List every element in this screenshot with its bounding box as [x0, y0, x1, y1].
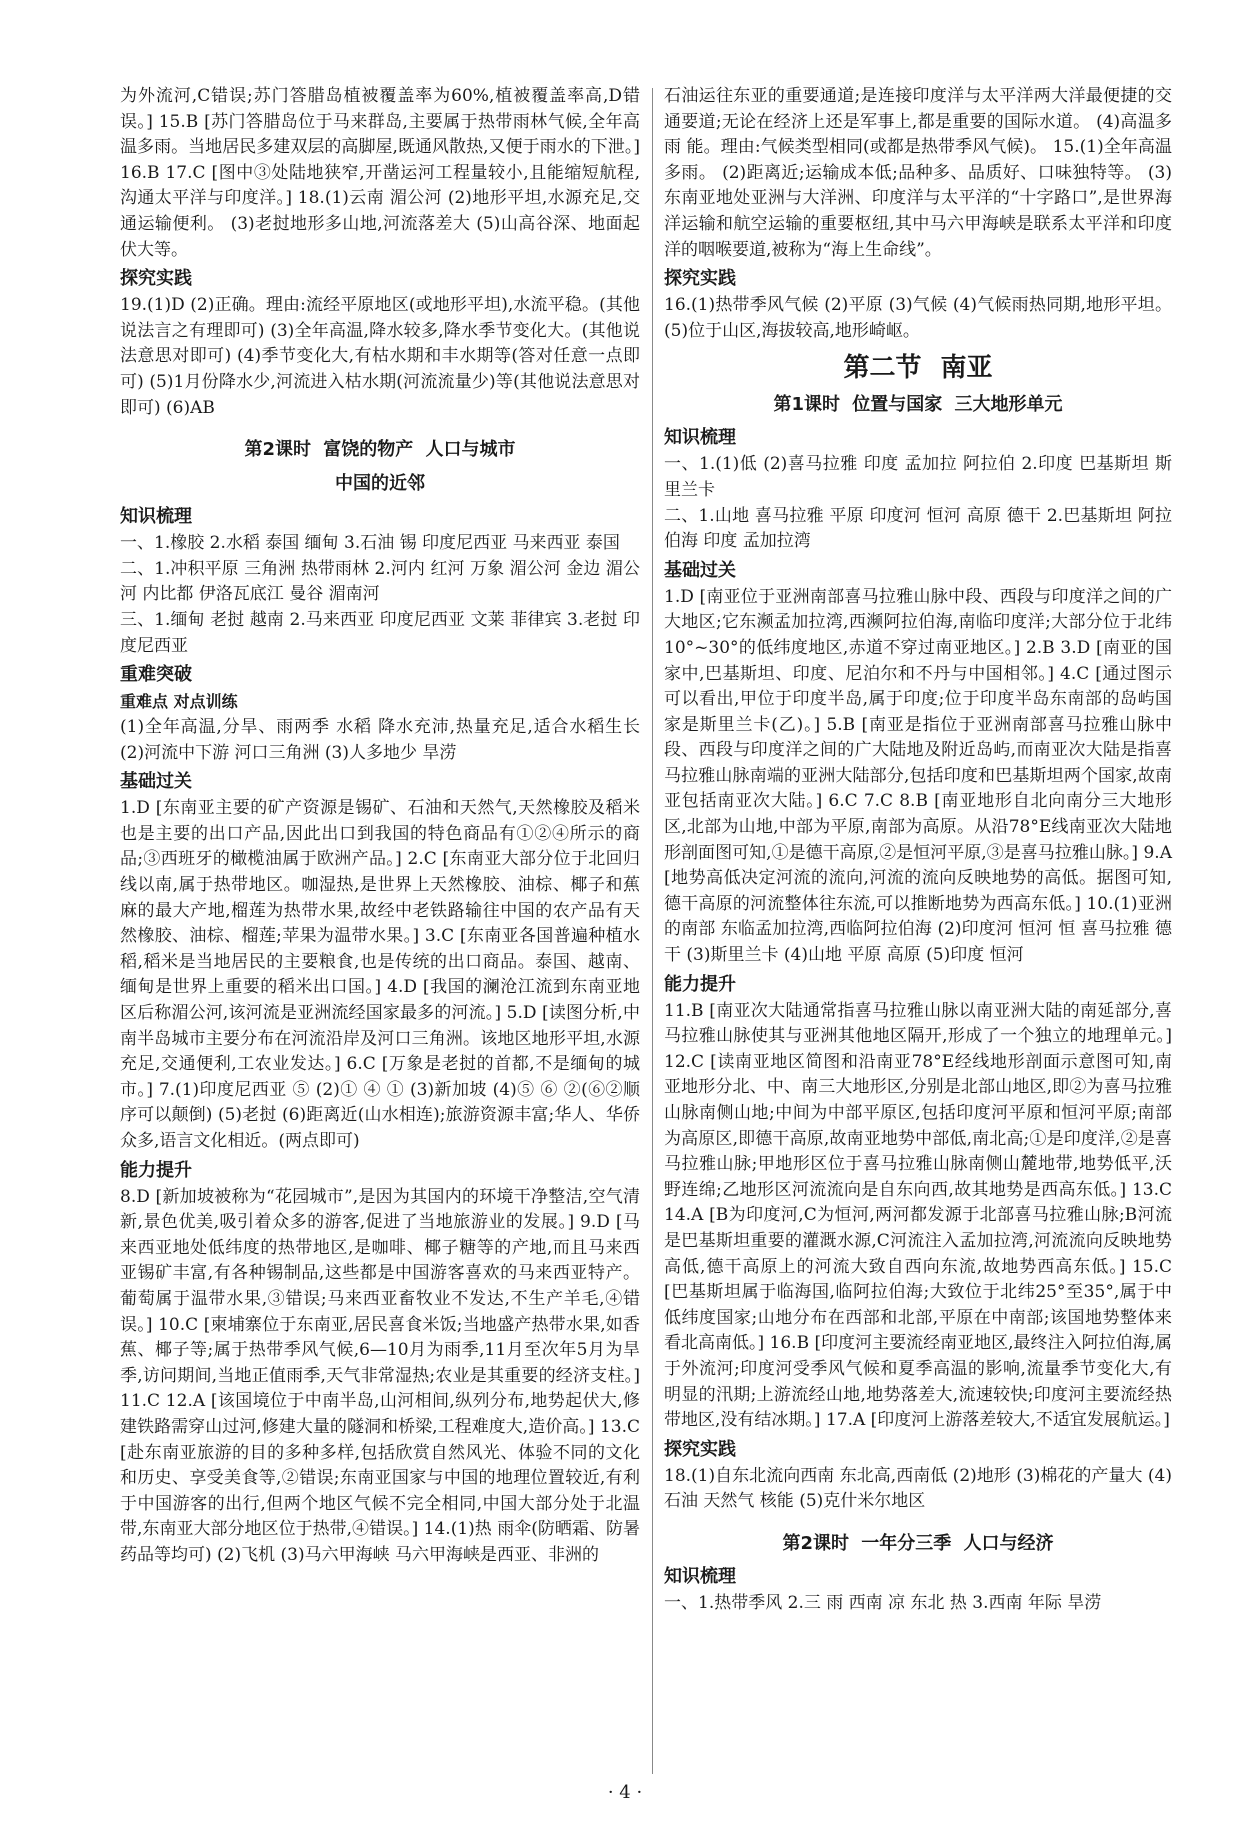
- left-paragraph-1: 为外流河,C错误;苏门答腊岛植被覆盖率为60%,植被覆盖率高,D错误。] 15.B [苏门答腊岛位于马来群岛,主要属于热带雨林气候,全年高温多雨。当地居民多建双层的高脚屋,既通风散热,又便于雨水的下泄。] 16.B 17.C [图中③处陆地狭窄,开凿运河工程量较小,且能缩短航程,沟通太平洋与印度洋。] 18.(1)云南 湄公河 (2)地形平坦,水源充足,交通运输便利。 (3)老挝地形多山地,河流落差大 (5)山高谷深、地面起伏大等。: [120, 86, 640, 260]
- page-number: · 4 ·: [607, 1782, 643, 1803]
- lesson-2-title: 第2课时 富饶的物产 人口与城市: [244, 439, 516, 461]
- left-paragraph-8: 8.D [新加坡被称为“花园城市”,是因为其国内的环境干净整洁,空气清新,景色优美,吸引着众多的游客,促进了当地旅游业的发展。] 9.D [马来西亚地处低纬度的热带地区,是咖啡、椰子糖等的产地,而且马来西亚锡矿丰富,有各种锡制品,这些都是中国游客喜欢的马来西亚特产。葡萄属于温带水果,③错误;马来西亚畜牧业不发达,不生产羊毛,④错误。] 10.C [柬埔寨位于东南亚,居民喜食米饭;当地盛产热带水果,如香蕉、椰子等;属于热带季风气候,6—10月为雨季,11月至次年5月为旱季,访问期间,当地正值雨季,天气非常湿热;农业是其重要的经济支柱。] 11.C 12.A [该国境位于中南半岛,山河相间,纵列分布,地势起伏大,修建铁路需穿山过河,修建大量的隧洞和桥梁,工程难度大,造价高。] 13.C [赴东南亚旅游的目的多种多样,包括欣赏自然风光、体验不同的文化和历史、享受美食等,②错误;东南亚国家与中国的地理位置较近,有利于中国游客的出行,但两个地区气候不完全相同,中国大部分处于北温带,东南亚大部分地区位于热带,④错误。] 14.(1)热 雨伞(防晒霜、防暑药品等均可) (2)飞机 (3)马六甲海峡 马六甲海峡是西亚、非洲的: [120, 1186, 640, 1565]
- left-paragraph-7: 1.D [东南亚主要的矿产资源是锡矿、石油和天然气,天然橡胶及稻米也是主要的出口产品,因此出口到我国的特色商品有①②④所示的商品;③西班牙的橄榄油属于欧洲产品。] 2.C [东南亚大部分位于北回归线以南,属于热带地区。咖湿热,是世界上天然橡胶、油棕、椰子和蕉麻的最大产地,榴莲为热带水果,故经中老铁路输往中国的农产品有天然橡胶、油棕、榴莲;苹果为温带水果。] 3.C [东南亚各国普遍种植水稻,稻米是当地居民的主要粮食,也是传统的出口商品。泰国、越南、缅甸是世界上重要的稻米出口国。] 4.D [我国的澜沧江流到东南亚地区后称湄公河,该河流是亚洲流经国家最多的河流。] 5.D [读图分析,中南半岛城市主要分布在河流沿岸及河口三角洲。该地区地形平坦,水源充足,交通便利,工农业发达。] 6.C [万象是老挝的首都,不是缅甸的城市。] 7.(1)印度尼西亚 ⑤ (2)① ④ ① (3)新加坡 (4)⑤ ⑥ ②(⑥②顺序可以颠倒) (5)老挝 (6)距离近(山水相连);旅游资源丰富;华人、华侨众多,语言文化相近。(两点即可): [120, 798, 640, 1151]
- heading-knowledge-right-2: 知识梳理: [664, 1565, 736, 1587]
- right-paragraph-4: 二、1.山地 喜马拉雅 平原 印度河 恒河 高原 德干 2.巴基斯坦 阿拉伯海 印度 孟加拉湾: [664, 505, 1172, 552]
- right-paragraph-1: 石油运往东亚的重要通道;是连接印度洋与太平洋两大洋最便捷的交通要道;无论在经济上还是军事上,都是重要的国际水道。 (4)高温多雨 能。理由:气候类型相同(或都是热带季风气候)。 15.(1)全年高温多雨。 (2)距离近;运输成本低;品种多、品质好、口味独特等。 (3)东南亚地处亚洲与大洋洲、印度洋与太平洋的“十字路口”,是世界海洋运输和航空运输的重要枢纽,其中马六甲海峡是联系太平洋和印度洋的咽喉要道,被称为“海上生命线”。: [664, 86, 1172, 260]
- heading-basic: 基础过关: [120, 771, 192, 793]
- heading-explore-right: 探究实践: [664, 268, 736, 290]
- left-column: [120, 84, 640, 1569]
- heading-explore-right-2: 探究实践: [664, 1438, 736, 1460]
- heading-key-practice: 重难点 对点训练: [120, 692, 238, 712]
- left-paragraph-5: 三、1.缅甸 老挝 越南 2.马来西亚 印度尼西亚 文莱 菲律宾 3.老挝 印度尼西亚: [120, 609, 640, 656]
- heading-ability-right: 能力提升: [664, 973, 736, 995]
- right-column: [664, 84, 1172, 1617]
- heading-knowledge: 知识梳理: [120, 506, 192, 528]
- right-paragraph-6: 11.B [南亚次大陆通常指喜马拉雅山脉以南亚洲大陆的南延部分,喜马拉雅山脉使其与亚洲其他地区隔开,形成了一个独立的地理单元。] 12.C [读南亚地区简图和沿南亚78°E经线地形剖面示意图可知,南亚地形分北、中、南三大地形区,分别是北部山地区,即②为喜马拉雅山脉南侧山地;中间为中部平原区,包括印度河平原和恒河平原;南部为高原区,即德干高原,故南亚地势中部低,南北高;①是印度洋,②是喜马拉雅山脉;甲地形区位于喜马拉雅山脉南侧山麓地带,地势低平,沃野连绵;乙地形区河流流向是自东向西,故其地势是西高东低。] 13.C 14.A [B为印度河,C为恒河,两河都发源于北部喜马拉雅山脉;B河流是巴基斯坦重要的灌溉水源,C河流注入孟加拉湾,河流流向反映地势高低,德干高原上的河流大致自西向东流,故地势西高东低。] 15.C [巴基斯坦属于临海国,临阿拉伯海;大致位于北纬25°至35°,属于中低纬度国家;山地分布在西部和北部,平原在中南部;该国地势整体来看北高南低。] 16.B [印度河主要流经南亚地区,最终注入阿拉伯海,属于外流河;印度河受季风气候和夏季高温的影响,流量季节变化大,有明显的汛期;上游流经山地,地势落差大,流速较快;印度河主要流经热带地区,没有结冰期。] 17.A [印度河上游落差较大,不适宜发展航运。]: [664, 1000, 1172, 1431]
- lesson-2-title-right: 第2课时 一年分三季 人口与经济: [782, 1532, 1054, 1554]
- heading-basic-right: 基础过关: [664, 559, 736, 581]
- right-paragraph-8: 一、1.热带季风 2.三 雨 西南 凉 东北 热 3.西南 年际 旱涝: [664, 1592, 1102, 1613]
- column-divider: [652, 88, 653, 1774]
- right-paragraph-2: 16.(1)热带季风气候 (2)平原 (3)气候 (4)气候雨热同期,地形平坦。 (5)位于山区,海拔较高,地形崎岖。: [664, 295, 1172, 341]
- section-title: 第二节 南亚: [843, 353, 993, 384]
- lesson-1-title: 第1课时 位置与国家 三大地形单元: [773, 394, 1063, 416]
- left-paragraph-6: (1)全年高温,分旱、雨两季 水稻 降水充沛,热量充足,适合水稻生长 (2)河流中下游 河口三角洲 (3)人多地少 旱涝: [120, 717, 640, 763]
- right-paragraph-5: 1.D [南亚位于亚洲南部喜马拉雅山脉中段、西段与印度洋之间的广大地区;它东濒孟加拉湾,西濒阿拉伯海,南临印度洋;大部分位于北纬10°~30°的低纬度地区,赤道不穿过南亚地区。] 2.B 3.D [南亚的国家中,巴基斯坦、印度、尼泊尔和不丹与中国相邻。] 4.C [通过图示可以看出,甲位于印度半岛,属于印度;位于印度半岛东南部的岛屿国家是斯里兰卡(乙)。] 5.B [南亚是指位于亚洲南部喜马拉雅山脉中段、西段与印度洋之间的广大陆地及附近岛屿,而南亚次大陆是指喜马拉雅山脉南端的亚洲大陆部分,包括印度和巴基斯坦两个国家,故南亚包括南亚次大陆。] 6.C 7.C 8.B [南亚地形自北向南分三大地形区,北部为山地,中部为平原,南部为高原。从沿78°E线南亚次大陆地形剖面图可知,①是德干高原,②是恒河平原,③是喜马拉雅山脉。] 9.A [地势高低决定河流的流向,河流的流向反映地势的高低。据图可知,德干高原的河流整体往东流,可以推断地势为西高东低。] 10.(1)亚洲的南部 东临孟加拉湾,西临阿拉伯海 (2)印度河 恒河 恒 喜马拉雅 德干 (3)斯里兰卡 (4)山地 平原 高原 (5)印度 恒河: [664, 586, 1172, 966]
- right-paragraph-7: 18.(1)自东北流向西南 东北高,西南低 (2)地形 (3)棉花的产量大 (4)石油 天然气 核能 (5)克什米尔地区: [664, 1465, 1172, 1512]
- heading-knowledge-right: 知识梳理: [664, 427, 736, 449]
- heading-explore: 探究实践: [120, 268, 192, 290]
- heading-key-difficulty: 重难突破: [120, 664, 192, 686]
- left-paragraph-4: 二、1.冲积平原 三角洲 热带雨林 2.河内 红河 万象 湄公河 金边 湄公河 内比都 伊洛瓦底江 曼谷 湄南河: [120, 558, 640, 605]
- lesson-2-subtitle: 中国的近邻: [335, 473, 425, 495]
- left-paragraph-2: 19.(1)D (2)正确。理由:流经平原地区(或地形平坦),水流平稳。(其他说法言之有理即可) (3)全年高温,降水较多,降水季节变化大。(其他说法意思对即可) (4)季节变化大,有枯水期和丰水期等(答对任意一点即可) (5)1月份降水少,河流进入枯水期(河流流量少)等(其他说法意思对即可) (6)AB: [120, 295, 640, 418]
- right-paragraph-3: 一、1.(1)低 (2)喜马拉雅 印度 孟加拉 阿拉伯 2.印度 巴基斯坦 斯里兰卡: [664, 454, 1172, 500]
- left-paragraph-3: 一、1.橡胶 2.水稻 泰国 缅甸 3.石油 锡 印度尼西亚 马来西亚 泰国: [120, 533, 620, 554]
- heading-ability: 能力提升: [120, 1159, 192, 1181]
